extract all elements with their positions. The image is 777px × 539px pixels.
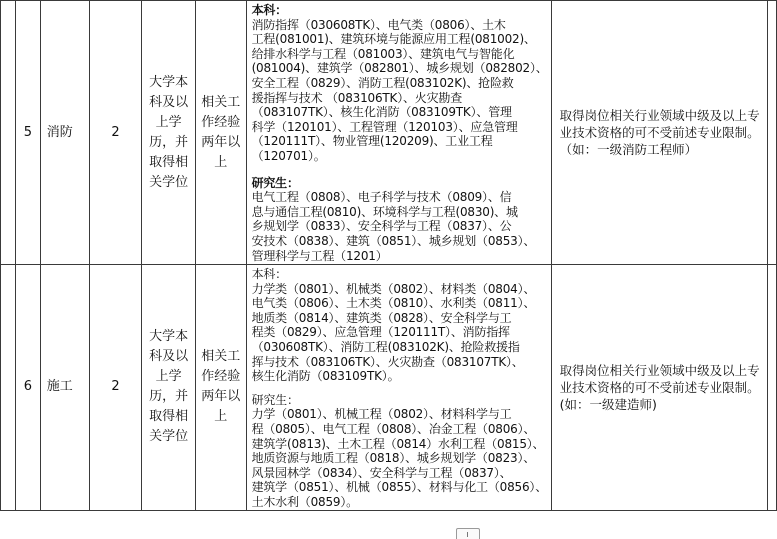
major-line: 土木水利（0859）。	[251, 494, 358, 509]
table-row	[1, 265, 777, 511]
major-line: 程类（0829）、应急管理（120111T）、消防指挥	[251, 325, 510, 340]
education-line: 历，并	[149, 134, 189, 150]
education-line: 科及以	[149, 94, 189, 110]
major-line: （083107TK）、核生化消防（083109TK）、管理	[251, 105, 512, 120]
major-line: 安全工程（0829）、消防工程(083102K)、抢险救	[251, 75, 514, 90]
major-line: 乡规划学（0833）、安全科学与工程（0837）、公	[251, 219, 512, 234]
major-line: (081004)、建筑学（082801）、城乡规划（082802）、	[251, 61, 548, 76]
major-line: 程（0805）、电气工程（0808）、冶金工程（0806）、	[251, 421, 536, 436]
other-requirement	[551, 265, 768, 511]
education-line: 取得相	[149, 154, 189, 170]
major-line: 管理科学与工程（1201）	[251, 248, 388, 263]
education-line: 取得相	[149, 409, 189, 425]
graduate-heading: 研究生：	[251, 175, 299, 190]
experience-line: 作经验	[201, 114, 241, 130]
major-line: 工程(081001)、建筑环境与能源应用工程(081002)、	[251, 32, 536, 47]
education-line: 关学位	[149, 174, 189, 190]
position-name: 施工	[40, 265, 89, 511]
undergrad-heading: 本科：	[251, 267, 287, 281]
education-line: 大学本	[149, 329, 189, 345]
requirement-text: 取得岗位相关行业领域中级及以上专业技术资格的可不受前述专业限制。(如：一级建造师)	[559, 362, 760, 412]
position-name: 消防	[40, 1, 89, 265]
education-requirement	[142, 1, 196, 265]
experience-line: 作经验	[201, 369, 241, 385]
major-line: （120701）。	[251, 148, 326, 163]
major-requirement	[246, 265, 551, 511]
experience-line: 上	[214, 154, 228, 170]
row-number: 6	[16, 265, 41, 511]
education-requirement	[142, 265, 196, 511]
education-line: 大学本	[149, 74, 189, 90]
education-line: 科及以	[149, 349, 189, 365]
experience-line: 相关工	[201, 349, 241, 365]
major-line: 消防指挥（030608TK）、电气类（0806）、土木	[251, 17, 506, 32]
major-line: 给排水科学与工程（081003）、建筑电气与智能化	[251, 46, 515, 61]
education-line: 历，并	[149, 389, 189, 405]
major-line: （030608TK）、消防工程(083102K)、抢险救援指	[251, 339, 520, 354]
experience-requirement	[195, 265, 246, 511]
hire-count: 2	[89, 265, 142, 511]
education-line: 上学	[155, 369, 182, 385]
major-line: 建筑学(0813)、土木工程（0814）水利工程（0815）、	[251, 436, 545, 451]
major-line: 地质资源与地质工程（0818）、城乡规划学（0823）、	[251, 451, 536, 466]
hire-count: 2	[89, 1, 142, 265]
major-line: 安技术（0838）、建筑（0851）、城乡规划（0853）、	[251, 233, 536, 248]
row-edge-cell	[1, 1, 16, 265]
major-line: 息与通信工程(0810)、环境科学与工程(0830)、城	[251, 204, 518, 219]
row-edge-cell	[1, 265, 16, 511]
page-resize-handle[interactable]	[456, 528, 480, 539]
other-requirement	[551, 1, 768, 265]
experience-line: 两年以	[201, 389, 241, 405]
major-line: 风景园林学（0834）、安全科学与工程（0837）、	[251, 465, 512, 480]
major-requirement	[246, 1, 551, 265]
major-line: 科学（120101）、工程管理（120103）、应急管理	[251, 119, 518, 134]
major-line: 援指挥与技术 （083106TK）、火灾勘查	[251, 90, 463, 105]
major-line: 力学（0801）、机械工程（0802）、材料科学与工	[251, 407, 512, 422]
major-line: 电气类（0806）、土木类（0810）、水利类（0811）、	[251, 296, 536, 311]
major-line: 电气工程（0808）、电子科学与技术（0809）、信	[251, 190, 512, 205]
table-row	[1, 1, 777, 265]
major-line: 核生化消防（083109TK）。	[251, 369, 400, 384]
experience-requirement	[195, 1, 246, 265]
row-tail-cell	[768, 265, 777, 511]
major-line: 地质类（0814）、建筑类（0828）、安全科学与工	[251, 310, 512, 325]
undergrad-heading: 本科：	[251, 3, 287, 17]
major-line: 建筑学（0851）、机械（0855）、材料与化工（0856）、	[251, 480, 547, 495]
graduate-heading: 研究生：	[251, 392, 299, 407]
experience-line: 两年以	[201, 134, 241, 150]
major-line: （120111T）、物业管理(120209)、工业工程	[251, 134, 493, 149]
row-tail-cell	[768, 1, 777, 265]
requirement-text: 取得岗位相关行业领域中级及以上专业技术资格的可不受前述专业限制。（如：一级消防工程师）	[559, 108, 760, 157]
experience-line: 相关工	[201, 94, 241, 110]
major-line: 挥与技术（083106TK）、火灾勘查（083107TK）、	[251, 354, 524, 369]
major-line: 力学类（0801）、机械类（0802）、材料类（0804）、	[251, 281, 536, 296]
experience-line: 上	[214, 409, 228, 425]
education-line: 关学位	[149, 429, 189, 445]
education-line: 上学	[155, 114, 182, 130]
row-number: 5	[16, 1, 41, 265]
